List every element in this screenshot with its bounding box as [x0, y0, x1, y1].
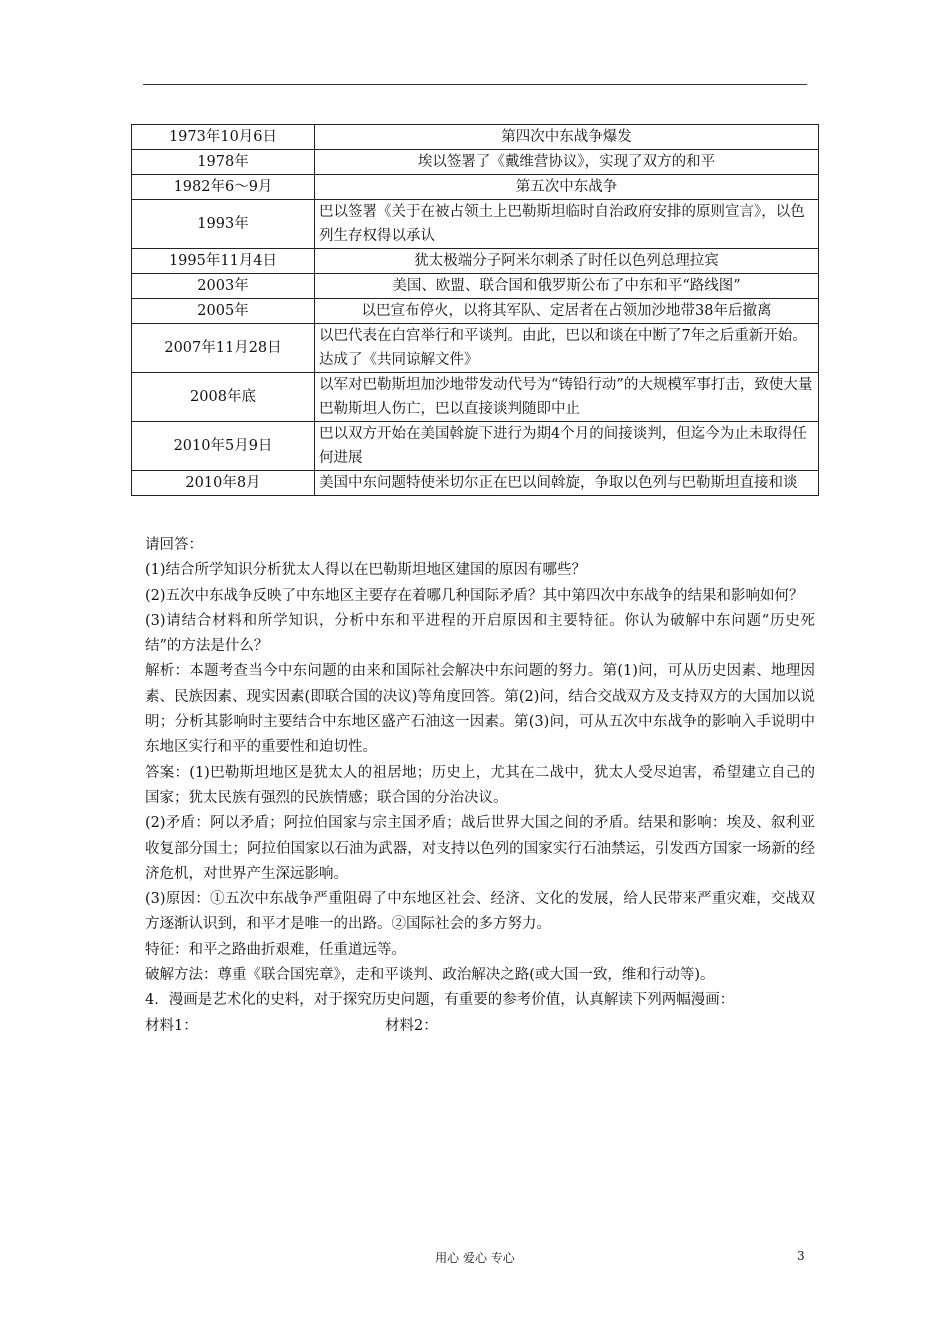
events-table — [131, 124, 819, 496]
paragraph: 特征：和平之路曲折艰难，任重道远等。 — [145, 941, 406, 958]
event-description: 犹太极端分子阿米尔刺杀了时任以色列总理拉宾 — [315, 249, 819, 274]
event-date: 1995年11月4日 — [132, 249, 315, 274]
table-row — [132, 150, 819, 175]
paragraph: (2)矛盾：阿以矛盾；阿拉伯国家与宗主国矛盾；战后世界大国之间的矛盾。结果和影响：埃及、叙利亚收复部分国土；阿拉伯国家以石油为武器，对支持以色列的国家实行石油禁运，引发西方国家一场新的经济危机，对世界产生深远影响。 — [145, 815, 815, 882]
event-description: 巴以签署《关于在被占领土上巴勒斯坦临时自治政府安排的原则宣言》，以色列生存权得以承认 — [315, 200, 819, 249]
paragraph: 解析：本题考查当今中东问题的由来和国际社会解决中东问题的努力。第(1)问，可从历史因素、地理因素、民族因素、现实因素(即联合国的决议)等角度回答。第(2)问，结合交战双方及支持双方的大国加以说明；分析其影响时主要结合中东地区盛产石油这一因素。第(3)问，可从五次中东战争的影响入手说明中东地区实行和平的重要性和迫切性。 — [145, 663, 815, 756]
event-date: 1973年10月6日 — [132, 125, 315, 150]
paragraph: (1)结合所学知识分析犹太人得以在巴勒斯坦地区建国的原因有哪些？ — [145, 562, 587, 579]
event-date: 1982年6～9月 — [132, 175, 315, 200]
table-row — [132, 125, 819, 150]
paragraph: 请回答： — [145, 537, 203, 553]
page-number: 3 — [797, 1249, 805, 1263]
table-row — [132, 249, 819, 274]
event-date: 2007年11月28日 — [132, 324, 315, 373]
event-description: 以军对巴勒斯坦加沙地带发动代号为“铸铅行动”的大规模军事打击，致使大量巴勒斯坦人伤亡，巴以直接谈判随即中止 — [315, 373, 819, 422]
event-description: 美国中东问题特使米切尔正在巴以间斡旋，争取以色列与巴勒斯坦直接和谈 — [315, 471, 819, 496]
event-description: 以巴宣布停火，以将其军队、定居者在占领加沙地带38年后撤离 — [315, 299, 819, 324]
table-row — [132, 200, 819, 249]
table-row — [132, 373, 819, 422]
event-description: 美国、欧盟、联合国和俄罗斯公布了中东和平“路线图” — [315, 274, 819, 299]
table-row — [132, 274, 819, 299]
table-row — [132, 471, 819, 496]
paragraph: 4．漫画是艺术化的史料，对于探究历史问题，有重要的参考价值，认真解读下列两幅漫画： — [145, 992, 735, 1009]
table-row — [132, 299, 819, 324]
event-date: 2008年底 — [132, 373, 315, 422]
event-date: 2003年 — [132, 274, 315, 299]
paragraph: (2)五次中东战争反映了中东地区主要存在着哪几种国际矛盾？其中第四次中东战争的结果和影响如何？ — [145, 587, 804, 604]
event-date: 2010年8月 — [132, 471, 315, 496]
header-rule — [143, 84, 807, 85]
event-date: 2005年 — [132, 299, 315, 324]
footer-motto: 用心 爱心 专心 — [435, 1251, 515, 1265]
event-description: 巴以双方开始在美国斡旋下进行为期4个月的间接谈判，但迄今为止未取得任何进展 — [315, 422, 819, 471]
event-description: 第四次中东战争爆发 — [315, 125, 819, 150]
event-date: 1993年 — [132, 200, 315, 249]
event-description: 第五次中东战争 — [315, 175, 819, 200]
paragraph: (3)请结合材料和所学知识，分析中东和平进程的开启原因和主要特征。你认为破解中东问题“历史死结”的方法是什么？ — [145, 612, 815, 655]
table-row — [132, 324, 819, 373]
material-2-label: 材料2： — [385, 1017, 438, 1034]
event-description: 埃以签署了《戴维营协议》，实现了双方的和平 — [315, 150, 819, 175]
material-1-label: 材料1： — [145, 1017, 198, 1034]
table-row — [132, 175, 819, 200]
event-date: 1978年 — [132, 150, 315, 175]
paragraph: (3)原因：①五次中东战争严重阻碍了中东地区社会、经济、文化的发展，给人民带来严重灾难，交战双方逐渐认识到，和平才是唯一的出路。②国际社会的多方努力。 — [145, 891, 815, 933]
event-date: 2010年5月9日 — [132, 422, 315, 471]
paragraph: 破解方法：尊重《联合国宪章》，走和平谈判、政治解决之路(或大国一致，维和行动等)。 — [145, 967, 715, 984]
paragraph: 答案：(1)巴勒斯坦地区是犹太人的祖居地；历史上，尤其在二战中，犹太人受尽迫害，希望建立自己的国家；犹太民族有强烈的民族情感；联合国的分治决议。 — [145, 764, 815, 806]
table-row — [132, 422, 819, 471]
materials-row — [145, 1014, 815, 1039]
event-description: 以巴代表在白宫举行和平谈判。由此，巴以和谈在中断了7年之后重新开始。达成了《共同谅解文件》 — [315, 324, 819, 373]
question-section — [145, 533, 815, 1039]
